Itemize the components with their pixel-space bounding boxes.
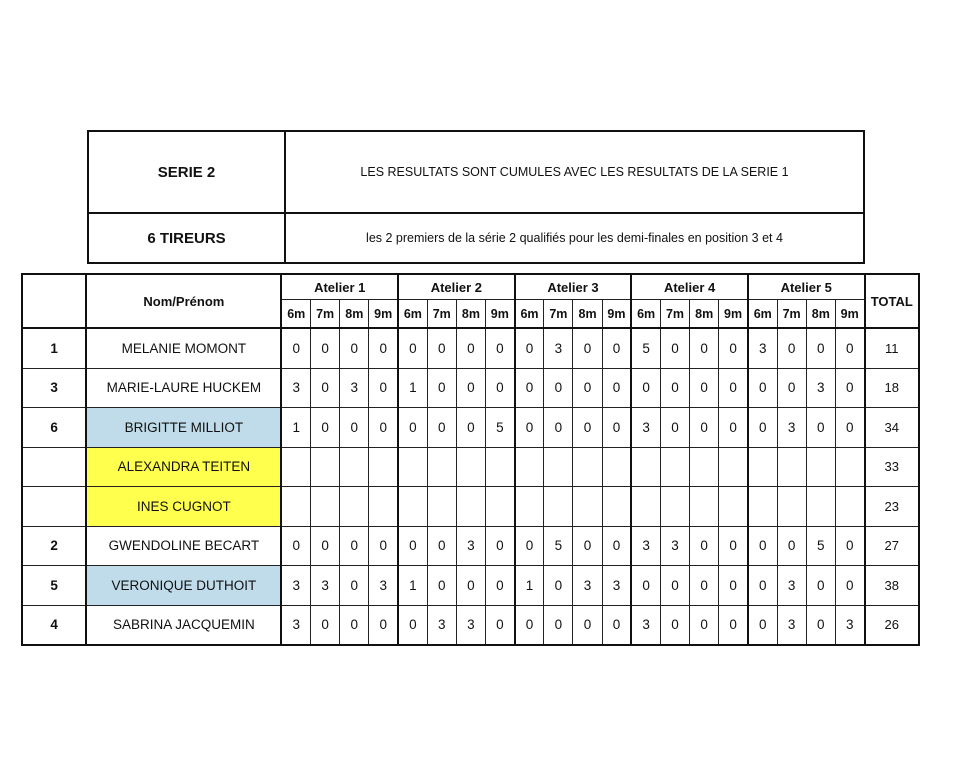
score-cell [281,487,310,527]
total-cell: 34 [865,408,919,448]
score-cell: 0 [456,328,485,368]
score-cell: 0 [748,408,777,448]
score-cell: 0 [427,368,456,408]
score-cell: 0 [573,408,602,448]
score-cell: 0 [515,408,544,448]
score-cell: 0 [486,605,515,645]
score-cell: 3 [602,566,631,606]
score-cell: 3 [777,605,806,645]
score-cell: 0 [660,605,689,645]
score-cell: 0 [806,408,835,448]
score-cell: 3 [835,605,864,645]
score-cell [456,487,485,527]
score-cell [340,487,369,527]
score-cell: 0 [602,605,631,645]
score-cell: 0 [544,368,573,408]
score-cell: 3 [456,605,485,645]
score-cell: 3 [777,408,806,448]
score-cell: 0 [427,328,456,368]
name-cell: INES CUGNOT [86,487,281,527]
distance-header: 6m [281,300,310,329]
score-cell: 0 [690,566,719,606]
score-cell: 3 [631,605,660,645]
score-cell [660,447,689,487]
score-cell: 0 [515,368,544,408]
score-cell [311,487,340,527]
qualification-info: les 2 premiers de la série 2 qualifiés pour les demi-finales en position 3 et 4 [285,213,864,263]
table-row [22,526,919,566]
score-cell: 0 [777,368,806,408]
rank-cell: 1 [22,328,86,368]
distance-header: 9m [369,300,398,329]
score-cell: 0 [515,605,544,645]
table-row [22,566,919,606]
score-cell: 3 [369,566,398,606]
table-row [22,328,919,368]
score-cell: 0 [835,368,864,408]
score-cell: 0 [835,328,864,368]
score-cell: 0 [573,328,602,368]
score-cell: 0 [515,328,544,368]
score-cell: 0 [748,526,777,566]
rank-cell: 3 [22,368,86,408]
score-cell: 0 [835,566,864,606]
score-cell: 0 [806,566,835,606]
score-cell [835,447,864,487]
total-cell: 26 [865,605,919,645]
score-cell: 0 [835,526,864,566]
score-cell: 0 [398,328,427,368]
score-cell: 0 [602,526,631,566]
score-cell: 5 [631,328,660,368]
score-cell: 3 [544,328,573,368]
score-cell [777,447,806,487]
table-row [22,368,919,408]
header-row-ateliers [22,274,919,300]
score-cell [806,487,835,527]
atelier-header: Atelier 5 [748,274,865,300]
score-cell [311,447,340,487]
rank-header [22,274,86,328]
rank-cell: 2 [22,526,86,566]
score-cell [631,447,660,487]
score-cell: 1 [281,408,310,448]
distance-header: 7m [660,300,689,329]
tireurs-count: 6 TIREURS [88,213,285,263]
score-cell: 0 [602,328,631,368]
score-cell: 0 [369,526,398,566]
score-cell [427,447,456,487]
score-cell: 3 [631,526,660,566]
score-cell: 0 [456,408,485,448]
score-cell: 0 [544,605,573,645]
name-header: Nom/Prénom [86,274,281,328]
score-cell: 0 [660,368,689,408]
score-cell: 0 [631,368,660,408]
score-cell: 0 [486,328,515,368]
score-cell: 0 [311,605,340,645]
distance-header: 6m [748,300,777,329]
score-cell: 0 [456,566,485,606]
distance-header: 6m [631,300,660,329]
score-cell: 0 [719,566,748,606]
score-cell [398,487,427,527]
score-cell [660,487,689,527]
score-cell [631,487,660,527]
cumul-info: LES RESULTATS SONT CUMULES AVEC LES RESULTATS DE LA SERIE 1 [285,131,864,213]
rank-cell: 6 [22,408,86,448]
total-cell: 23 [865,487,919,527]
score-cell: 0 [631,566,660,606]
score-cell: 3 [281,605,310,645]
rank-cell: 4 [22,605,86,645]
score-cell: 0 [748,566,777,606]
score-cell [281,447,310,487]
score-cell: 3 [631,408,660,448]
score-cell: 0 [806,605,835,645]
score-cell: 0 [777,526,806,566]
score-cell [456,447,485,487]
score-cell: 0 [311,368,340,408]
score-cell: 0 [340,408,369,448]
distance-header: 6m [398,300,427,329]
distance-header: 8m [806,300,835,329]
score-cell [340,447,369,487]
name-cell: GWENDOLINE BECART [86,526,281,566]
score-cell: 3 [806,368,835,408]
distance-header: 8m [573,300,602,329]
atelier-header: Atelier 3 [515,274,632,300]
score-cell: 0 [369,408,398,448]
table-row [22,487,919,527]
score-cell: 5 [806,526,835,566]
score-cell: 1 [398,566,427,606]
score-cell: 3 [281,368,310,408]
score-cell: 5 [486,408,515,448]
score-cell [515,487,544,527]
score-cell [486,447,515,487]
score-cell: 0 [660,408,689,448]
distance-header: 7m [311,300,340,329]
total-cell: 27 [865,526,919,566]
score-cell [515,447,544,487]
name-cell: BRIGITTE MILLIOT [86,408,281,448]
score-cell [806,447,835,487]
score-cell: 3 [311,566,340,606]
total-header: TOTAL [865,274,919,328]
distance-header: 8m [456,300,485,329]
score-cell: 0 [777,328,806,368]
score-cell [748,487,777,527]
score-cell [602,487,631,527]
score-cell: 0 [398,605,427,645]
score-cell [602,447,631,487]
score-cell: 0 [427,566,456,606]
rank-cell: 5 [22,566,86,606]
score-cell [573,447,602,487]
distance-header: 8m [690,300,719,329]
rank-cell [22,487,86,527]
score-cell: 0 [398,526,427,566]
score-cell [690,487,719,527]
score-cell: 0 [398,408,427,448]
score-cell [835,487,864,527]
distance-header: 7m [777,300,806,329]
atelier-header: Atelier 4 [631,274,748,300]
name-cell: VERONIQUE DUTHOIT [86,566,281,606]
score-cell: 1 [398,368,427,408]
score-cell: 0 [456,368,485,408]
total-cell: 33 [865,447,919,487]
score-cell: 0 [486,566,515,606]
score-cell: 0 [719,368,748,408]
score-cell: 0 [835,408,864,448]
name-cell: MARIE-LAURE HUCKEM [86,368,281,408]
score-cell: 3 [777,566,806,606]
score-cell [544,487,573,527]
distance-header: 6m [515,300,544,329]
name-cell: MELANIE MOMONT [86,328,281,368]
score-cell: 3 [660,526,689,566]
score-cell [369,487,398,527]
score-cell: 0 [340,605,369,645]
score-cell: 0 [573,368,602,408]
score-cell: 3 [748,328,777,368]
distance-header: 8m [340,300,369,329]
score-cell: 0 [690,328,719,368]
score-cell [719,487,748,527]
score-cell: 0 [573,526,602,566]
score-cell [573,487,602,527]
score-cell: 0 [690,408,719,448]
score-cell [398,447,427,487]
score-cell [486,487,515,527]
distance-header: 9m [602,300,631,329]
score-cell [719,447,748,487]
score-cell [369,447,398,487]
table-row [22,605,919,645]
score-cell: 0 [602,408,631,448]
score-cell [777,487,806,527]
score-cell: 0 [515,526,544,566]
distance-header: 7m [544,300,573,329]
score-cell: 3 [427,605,456,645]
score-cell: 0 [369,368,398,408]
results-table [21,273,920,646]
total-cell: 18 [865,368,919,408]
score-cell: 0 [369,605,398,645]
score-cell: 0 [719,328,748,368]
score-cell: 3 [456,526,485,566]
score-cell: 0 [748,368,777,408]
score-cell: 0 [748,605,777,645]
name-cell: SABRINA JACQUEMIN [86,605,281,645]
score-cell: 0 [427,408,456,448]
score-cell: 0 [544,408,573,448]
atelier-header: Atelier 1 [281,274,398,300]
score-cell: 0 [486,368,515,408]
score-cell: 0 [719,605,748,645]
score-cell: 0 [311,408,340,448]
score-cell: 0 [660,566,689,606]
score-cell: 0 [427,526,456,566]
total-cell: 11 [865,328,919,368]
rank-cell [22,447,86,487]
score-cell: 0 [486,526,515,566]
score-cell: 3 [573,566,602,606]
distance-header: 9m [835,300,864,329]
score-cell: 0 [369,328,398,368]
score-cell: 0 [690,605,719,645]
atelier-header: Atelier 2 [398,274,515,300]
distance-header: 7m [427,300,456,329]
score-cell: 0 [660,328,689,368]
distance-header: 9m [486,300,515,329]
score-cell [544,447,573,487]
header-box [87,130,865,264]
score-cell: 0 [311,526,340,566]
score-cell: 0 [719,526,748,566]
score-cell: 0 [602,368,631,408]
table-row [22,447,919,487]
serie-title: SERIE 2 [88,131,285,213]
score-cell: 1 [515,566,544,606]
score-cell: 5 [544,526,573,566]
score-cell: 0 [690,368,719,408]
score-cell: 0 [340,566,369,606]
score-cell: 0 [806,328,835,368]
score-cell: 0 [311,328,340,368]
distance-header: 9m [719,300,748,329]
score-cell: 0 [340,526,369,566]
score-cell: 3 [340,368,369,408]
name-cell: ALEXANDRA TEITEN [86,447,281,487]
score-cell: 0 [340,328,369,368]
score-cell: 0 [573,605,602,645]
score-cell [748,447,777,487]
score-cell: 3 [281,566,310,606]
score-cell [690,447,719,487]
score-cell: 0 [690,526,719,566]
score-cell: 0 [719,408,748,448]
score-cell: 0 [281,328,310,368]
table-row [22,408,919,448]
total-cell: 38 [865,566,919,606]
score-cell [427,487,456,527]
score-cell: 0 [281,526,310,566]
score-cell: 0 [544,566,573,606]
